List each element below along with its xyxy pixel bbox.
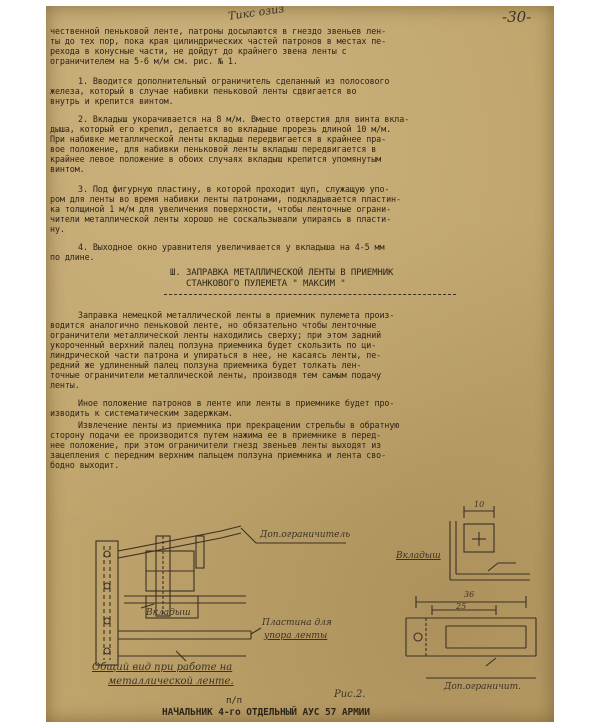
text-line: ка толщиной 1 м/м для увеличения поверхности, чтобы ленточные ограни- <box>50 204 392 214</box>
text-line: бодно выходит. <box>50 460 120 470</box>
page-number: -30- <box>502 8 532 26</box>
label-dop-ogr-right: Доп.ограничит. <box>444 682 522 692</box>
text-line: дыша, который его крепил, делается во вкладыше прорезь длиной 10 м/м. <box>50 124 392 134</box>
text-line: укороченный верхний палец ползуна приемника будет скользить по ци- <box>50 340 377 350</box>
dim-25: 25 <box>456 602 467 611</box>
text-line: чители металлической ленты хорошо не соскальзывали упираясь в пласти- <box>50 214 392 224</box>
label-vkladysh-left: Вкладыш <box>146 608 191 618</box>
text-line: сторону подачи ее производится путем нажима ее в приемнике в перед- <box>50 430 382 440</box>
label-dop-ogranichitel: Доп.ограничитель <box>260 530 351 540</box>
text-line: вое положение, для набивки пеньковой ленты вкладыш передвигается в <box>50 144 377 154</box>
limiter-detail-drawing <box>406 596 536 678</box>
dim-36: 36 <box>464 590 475 599</box>
text-line: ограничителем на 5-6 м/м см. рис. № 1. <box>50 56 238 66</box>
document-page <box>46 2 554 722</box>
text-line: редний же удлиненный палец ползуна приемника будет толкать лен- <box>50 360 362 370</box>
text-line: нее положение, при этом ограничители гнезд звеньев ленты выходят из <box>50 440 382 450</box>
label-vkladysh-right: Вкладыш <box>396 551 441 561</box>
text-line: 1. Вводится дополнительный ограничитель сделанный из полосового <box>78 76 390 86</box>
text-line: крайнее левое положение в обоих случаях вкладыш крепится упомянутым <box>50 154 382 164</box>
caption-general-view-2: металлической ленте. <box>108 676 234 687</box>
label-plastina-2: упора ленты <box>264 631 328 641</box>
technical-drawing <box>46 6 554 722</box>
footer-signature: НАЧАЛЬНИК 4-го ОТДЕЛЬНЫЙ АУС 57 АРМИИ <box>162 707 370 718</box>
text-line: чественной пеньковой ленте, патроны досылаются в гнездо звеньев лен- <box>50 26 387 36</box>
caption-general-view-1: Общий вид при работе на <box>92 662 233 673</box>
text-line: При набивке металлической ленты вкладыш передвигается в крайнее пра- <box>50 134 387 144</box>
footer-pp: п/п <box>226 696 242 706</box>
text-line: Извлечение ленты из приемника при прекращении стрельбы в обратную <box>78 420 400 430</box>
text-line: 3. Под фигурную пластину, в которой проходит щуп, служащую упо- <box>78 184 390 194</box>
text-line: ты до тех пор, пока края цилиндрических частей патронов в местах пе- <box>50 36 387 46</box>
text-line: ленты. <box>50 380 80 390</box>
text-line: внутрь и крепится винтом. <box>50 96 174 106</box>
figure-caption: Рис.2. <box>334 689 366 700</box>
text-line: по длине. <box>50 252 95 262</box>
text-line: ну. <box>50 224 65 234</box>
section-heading: Ш. ЗАПРАВКА МЕТАЛЛИЧЕСКОЙ ЛЕНТЫ В ПРИЕМНИК <box>170 268 394 278</box>
handwritten-note: Тикс озиз <box>227 2 285 23</box>
text-line: винтом. <box>50 164 85 174</box>
liner-detail-drawing <box>450 506 530 580</box>
dim-10: 10 <box>474 500 485 509</box>
text-line: изводить к систематическим задержкам. <box>50 408 233 418</box>
receiver-assembly-drawing <box>96 526 251 665</box>
section-heading-sub: СТАНКОВОГО ПУЛЕМЕТА " МАКСИМ " <box>186 279 346 289</box>
label-plastina-1: Пластина для <box>262 618 332 628</box>
text-line: линдрической части патрона и упираться в нее, не касаясь ленты, пе- <box>50 350 382 360</box>
text-line: точные ограничители металлической ленты, производя тем самым подачу <box>50 370 382 380</box>
text-line: ром для ленты во время набивки ленты патронами, подкладывается пластин- <box>50 194 401 204</box>
text-line: Иное положение патронов в ленте или ленты в приемнике будет про- <box>78 398 395 408</box>
text-line: 4. Выходное окно уравнителя увеличивается у вкладыша на 4-5 мм <box>78 242 385 252</box>
text-line: ограничители металлической ленты находились сверху; при этом задний <box>50 330 382 340</box>
text-line: Заправка немецкой металлической ленты в приемник пулемета произ- <box>78 310 395 320</box>
text-line: рехода в конусные части, не дойдут до крайнего звена ленты с <box>50 46 347 56</box>
text-line: зацепления с передним верхним пальцем ползуна приемника и лента сво- <box>50 450 387 460</box>
text-line: водится аналогично пеньковой ленте, но обязательно чтобы ленточные <box>50 320 377 330</box>
text-line: 2. Вкладыш укорачивается на 8 м/м. Вместо отверстия для винта вкла- <box>78 114 410 124</box>
text-line: железа, который в случае набивки пеньковой ленты сдвигается во <box>50 86 357 96</box>
